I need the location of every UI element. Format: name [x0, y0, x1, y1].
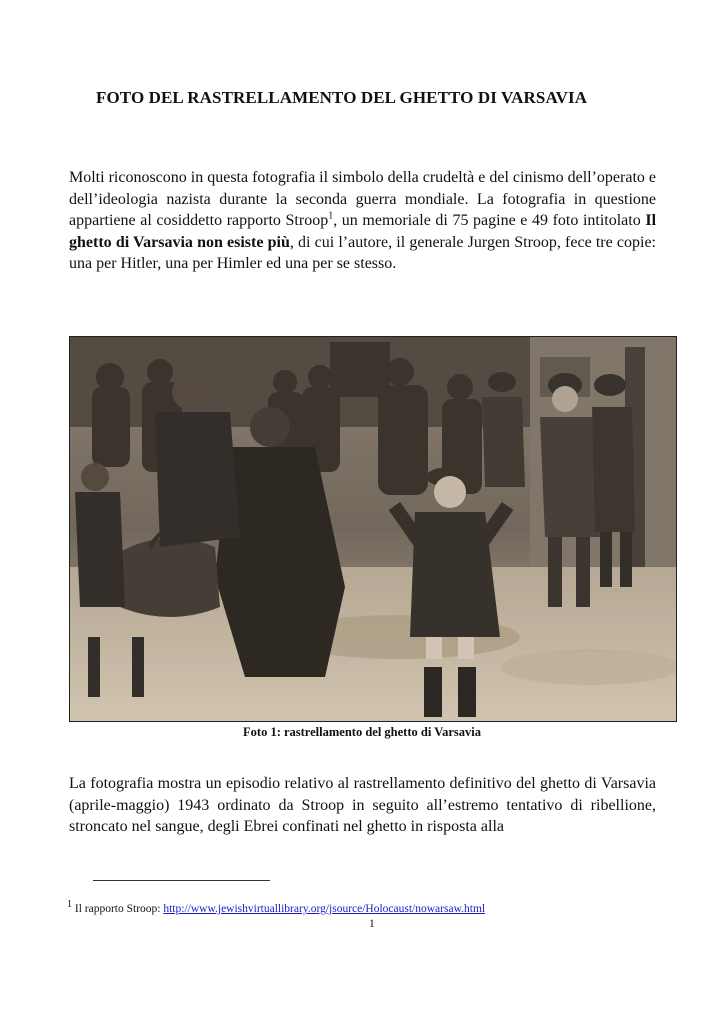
report-title: Il ghetto di Varsavia non esiste più	[69, 212, 657, 251]
page-title: FOTO DEL RASTRELLAMENTO DEL GHETTO DI VARSAVIA	[96, 88, 588, 107]
footnote-link[interactable]: http://www.jewishvirtuallibrary.org/jsource/Holocaust/nowarsaw.html	[163, 903, 486, 915]
footnote-number: 1	[67, 899, 72, 911]
ghetto-photo	[69, 336, 677, 722]
intro-paragraph	[69, 167, 656, 275]
footnote-separator	[93, 880, 270, 881]
photo-illustration	[70, 337, 676, 721]
photo-caption: Foto 1: rastrellamento del ghetto di Varsavia	[243, 725, 481, 739]
footnote	[67, 899, 486, 915]
page-number: 1	[369, 918, 375, 930]
intro-text-part1: Molti riconoscono in questa fotografia il simbolo della crudeltà e del cinismo dell’operato e dell’ideologia nazista durante la seconda guerra mondiale. La fotografia in questione appartiene al cosiddetto rapporto Stroop	[69, 169, 656, 229]
intro-text-part3: , di cui l’autore, il generale Jurgen Stroop, fece tre copie: una per Hitler, una per Himler ed una per se stesso.	[69, 233, 656, 272]
description-paragraph: La fotografia mostra un episodio relativo al rastrellamento definitivo del ghetto di Varsavia (aprile-maggio) 1943 ordinato da Stroop in seguito all’estremo tentativo di ribellione, stroncato nel sangue, degli Ebrei confinati nel ghetto in risposta alla	[69, 775, 656, 835]
intro-text-part2: , un memoriale di 75 pagine e 49 foto intitolato	[333, 212, 646, 229]
footnote-text: Il rapporto Stroop:	[72, 903, 164, 915]
footnote-reference[interactable]: 1	[328, 210, 334, 222]
